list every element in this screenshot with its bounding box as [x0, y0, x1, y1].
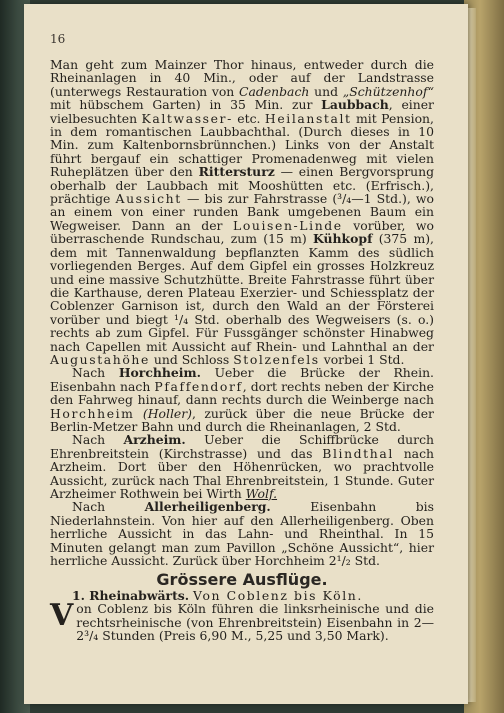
text-run: und [309, 83, 343, 99]
subsection-route: Von Coblenz bis Köln. [193, 587, 363, 603]
place-augustahoehe: Augustahöhe [50, 351, 150, 367]
text-run: Nach [72, 432, 124, 448]
text-run: (375 m), dem mit Tannenwaldung bepflanzten Kamm des südlich vorliegenden Berges. Auf dem Gipfel ein grosses Holzkreuz und eine massive Schutzhütte. Breite Fahrstrasse führt über die Karthause, deren Plateau Exerzier- und Schiessplatz der Coblenzer Garnison ist, durch den Wald an der Försterei vorüber und biegt ¹/₄ Std. oberhalb des Wegweisers (s. o.) rechts ab zum Gipfel. Für Fussgänger schönster Hinabweg nach Capellen mit Aussicht auf Rhein- und Lahnthal an der [50, 231, 434, 354]
text-run: mit Pension, in dem romantischen Laubbachthal. (Durch dieses in 10 Min. zum Kaltenbornsbrünnchen.) Links von der Anstalt führt bergauf ein schattiger Promenadenweg mit vielen Ruheplätzen über den [50, 110, 434, 180]
place-blindthal: Blindthal [322, 445, 394, 461]
place-pfaffendorf: Pfaffendorf [154, 378, 243, 394]
place-holler: (Holler) [142, 405, 193, 421]
term-aussicht: Aussicht [115, 191, 182, 207]
text-run: , dort rechts neben der Kirche den Fahrweg hinauf, dann rechts durch die Weinberge nach [50, 378, 434, 408]
heading-arzheim: Arzheim. [123, 432, 186, 448]
place-cadenbach: Cadenbach [239, 83, 310, 99]
page-number: 16 [50, 32, 66, 46]
drop-cap: V [50, 598, 74, 634]
text-run: Man geht zum Mainzer Thor hinaus, entweder durch die Rheinanlagen in 40 Min., oder auf der Landstrasse (unterwegs Restauration von [50, 57, 434, 99]
text-run: , zurück über die neue Brücke der Berlin-Metzer Bahn und durch die Rheinanlagen, 2 Std. [50, 405, 434, 434]
paragraph-rheinabwaerts [50, 598, 434, 644]
place-schuetzenhof: „Schützenhof“ [342, 83, 434, 99]
text-run: und Schloss [149, 351, 234, 367]
place-laubbach: Laubbach [321, 97, 389, 113]
text-run: on Coblenz bis Köln führen die linksrheinische und die rechtsrheinische (von Ehrenbreitstein) Eisenbahn in 2—2³/₄ Stunden (Preis 6,90 M., 5,25 und 3,50 Mark). [76, 601, 434, 644]
innkeeper-wolf: Wolf. [245, 486, 278, 501]
place-stolzenfels: Stolzenfels [233, 351, 320, 367]
paragraph-laubbach [50, 58, 434, 366]
subsection-number: 1. Rheinabwärts. [72, 587, 190, 603]
text-run: — bis zur Fahrstrasse (³/₄—1 Std.), wo an einem von einer runden Bank umgebenen Baum ein Wegweiser. Dann an der [50, 191, 434, 233]
page-body [50, 58, 434, 642]
heading-allerheiligenberg: Allerheiligenberg. [144, 499, 271, 515]
paragraph-allerheiligenberg [50, 500, 434, 567]
text-run: Nach [72, 365, 119, 381]
place-rittersturz: Rittersturz [198, 164, 275, 180]
term-kaltwasser: Kaltwasser- [141, 110, 233, 126]
text-run: vorüber, wo überraschende Rundschau, zum (15 m) [50, 217, 434, 247]
text-run: , einer vielbesuchten [50, 97, 434, 126]
text-run: nach Arzheim. Dort über den Höhenrücken, wo prachtvolle Aussicht, zurück nach Thal Ehrenbreitstein, 1 Stunde. Guter Arzheimer Rothwein bei Wirth [50, 445, 434, 501]
text-run: Ueber die Schiffbrücke durch Ehrenbreitstein (Kirchstrasse) und das [50, 432, 434, 461]
text-run: etc. [232, 110, 265, 126]
place-kuehkopf: Kühkopf [313, 231, 373, 247]
text-run: Ueber die Brücke der Rhein. Eisenbahn nach [50, 365, 434, 394]
place-louisen-linde: Louisen-Linde [233, 217, 343, 233]
text-run: mit hübschem Garten) in 35 Min. zur [50, 97, 322, 113]
text-run: vorbei 1 Std. [319, 351, 405, 367]
section-heading: Grössere Ausflüge. [156, 570, 328, 590]
paragraph-horchheim [50, 366, 434, 433]
paragraph-arzheim [50, 433, 434, 500]
text-run: Nach [72, 499, 145, 515]
heading-horchheim: Horchheim. [118, 365, 201, 381]
term-heilanstalt: Heilanstalt [264, 110, 352, 126]
place-horchheim: Horchheim [50, 405, 135, 421]
text-run: — einen Bergvorsprung oberhalb der Laubbach mit Mooshütten etc. (Erfrisch.), prächtige [50, 164, 435, 207]
text-run: Eisenbahn bis Niederlahnstein. Von hier auf den Allerheiligenberg. Oben herrliche Aussicht in das Lahn- und Rheinthal. In 15 Minuten gelangt man zum Pavillon „Schöne Aussicht“, hier herrliche Aussicht. Zurück über Horchheim 2¹/₂ Std. [50, 499, 434, 569]
